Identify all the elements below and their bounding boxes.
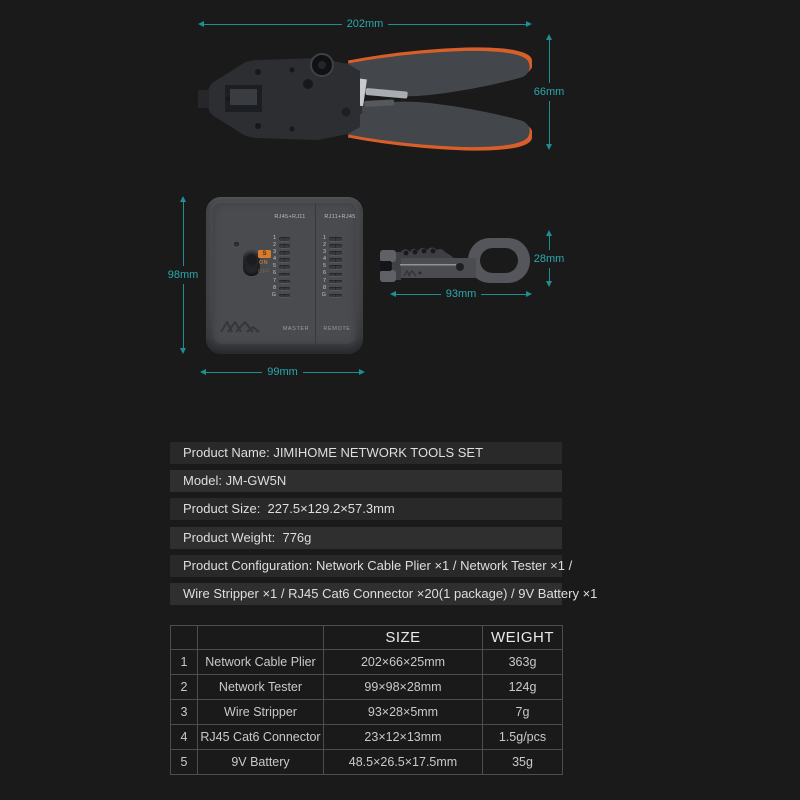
- jimihome-logo-icon: [219, 320, 261, 334]
- tester-height-label: 98mm: [167, 269, 199, 281]
- pin-row: 4: [270, 257, 290, 263]
- led-slot: [329, 273, 342, 277]
- model-row: Model: JM-GW5N: [170, 470, 562, 492]
- stripper-height-dimension: [533, 230, 565, 287]
- table-header-row: [171, 626, 563, 650]
- plier-width-label: 202mm: [346, 18, 384, 30]
- stripper-width-label: 93mm: [445, 288, 477, 300]
- arrow-down-icon: [546, 144, 552, 150]
- product-configuration-row: Product Configuration: Network Cable Plier ×1 / Network Tester ×1 /: [170, 555, 562, 577]
- arrow-down-icon: [180, 348, 186, 354]
- led-slot: [279, 244, 290, 248]
- pin-row: 1: [270, 236, 290, 242]
- table-row: 5 9V Battery 48.5×26.5×17.5mm 35g: [171, 750, 563, 775]
- pin-row: 5: [270, 264, 290, 270]
- arrow-right-icon: [526, 291, 532, 297]
- led-slot: [329, 280, 342, 284]
- network-cable-plier-image: [198, 45, 532, 153]
- pin-row: 7: [320, 279, 342, 285]
- tester-right-header: RJ11+RJ45: [324, 214, 356, 220]
- pin-row: 6: [270, 271, 290, 277]
- switch-on-label: ON: [259, 260, 268, 266]
- led-slot: [329, 287, 342, 291]
- spec-table: [170, 625, 563, 775]
- tester-height-dimension: [167, 196, 199, 354]
- arrow-right-icon: [359, 369, 365, 375]
- pin-row: 2: [270, 243, 290, 249]
- arrow-down-icon: [546, 281, 552, 287]
- switch-position-s-badge: S: [258, 250, 271, 258]
- plier-height-dimension: [533, 34, 565, 150]
- led-slot: [279, 287, 290, 291]
- led-slot: [279, 237, 290, 241]
- plier-width-dimension: [198, 18, 532, 30]
- pin-row: 4: [320, 257, 342, 263]
- product-configuration-row-2: Wire Stripper ×1 / RJ45 Cat6 Connector ×20(1 package) / 9V Battery ×1: [170, 583, 562, 605]
- led-slot: [329, 294, 342, 298]
- led-slot: [329, 258, 342, 262]
- pin-row: 5: [320, 264, 342, 270]
- header-empty-item: [198, 626, 324, 650]
- led-slot: [329, 244, 342, 248]
- master-pin-column: [270, 236, 290, 298]
- pin-row: 3: [320, 250, 342, 256]
- table-row: 3 Wire Stripper 93×28×5mm 7g: [171, 700, 563, 725]
- led-slot: [279, 265, 290, 269]
- pin-row: 7: [270, 279, 290, 285]
- table-row: 2 Network Tester 99×98×28mm 124g: [171, 675, 563, 700]
- tester-width-dimension: [200, 366, 365, 378]
- led-slot: [329, 237, 342, 241]
- arrow-right-icon: [526, 21, 532, 27]
- tester-divider-line: [315, 203, 316, 344]
- led-slot: [279, 280, 290, 284]
- remote-pin-column: [320, 236, 342, 298]
- pin-row: 3: [270, 250, 290, 256]
- tester-width-label: 99mm: [267, 366, 298, 378]
- led-slot: [279, 251, 290, 255]
- stripper-height-label: 28mm: [533, 252, 565, 265]
- remote-label: REMOTE: [323, 326, 351, 332]
- pin-row: 8: [320, 286, 342, 292]
- header-size: SIZE: [324, 626, 483, 650]
- pin-row: 2: [320, 243, 342, 249]
- network-tester-image: [206, 197, 363, 354]
- pin-row: 6: [320, 271, 342, 277]
- master-label: MASTER: [282, 326, 310, 332]
- power-led: [234, 242, 239, 247]
- pin-row: 1: [320, 236, 342, 242]
- led-slot: [279, 294, 290, 298]
- wire-stripper-image: [380, 234, 532, 286]
- table-row: 4 RJ45 Cat6 Connector 23×12×13mm 1.5g/pcs: [171, 725, 563, 750]
- plier-height-label: 66mm: [533, 86, 565, 98]
- header-weight: WEIGHT: [483, 626, 563, 650]
- led-slot: [279, 258, 290, 262]
- pin-row: G: [320, 293, 342, 299]
- led-slot: [329, 251, 342, 255]
- product-name-row: Product Name: JIMIHOME NETWORK TOOLS SET: [170, 442, 562, 464]
- led-slot: [279, 273, 290, 277]
- header-empty-no: [171, 626, 198, 650]
- product-weight-row: Product Weight: 776g: [170, 527, 562, 549]
- led-slot: [329, 265, 342, 269]
- pin-row: G: [270, 293, 290, 299]
- pin-row: 8: [270, 286, 290, 292]
- table-row: 1 Network Cable Plier 202×66×25mm 363g: [171, 650, 563, 675]
- switch-off-label: OFF: [258, 269, 270, 275]
- stripper-width-dimension: [390, 288, 532, 300]
- tester-left-header: RJ45+RJ11: [274, 214, 306, 220]
- product-size-row: Product Size: 227.5×129.2×57.3mm: [170, 498, 562, 520]
